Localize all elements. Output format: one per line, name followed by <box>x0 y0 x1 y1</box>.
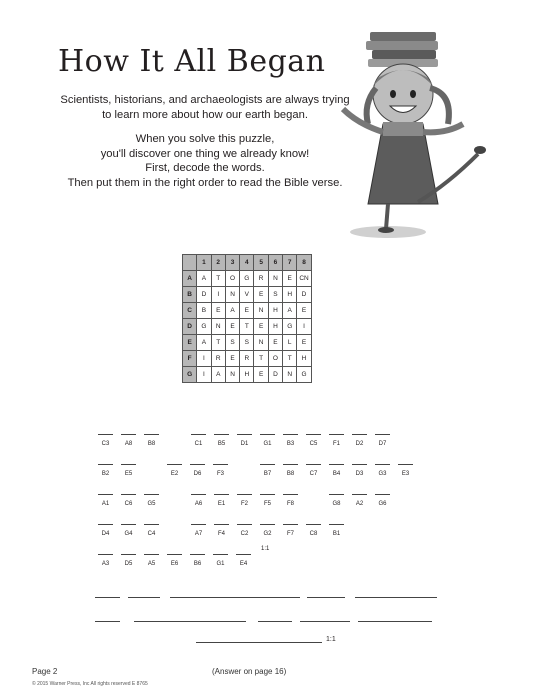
code-label: A5 <box>147 561 156 567</box>
code-slot[interactable] <box>213 464 228 477</box>
grid-cell: E <box>297 303 311 319</box>
row-header: F <box>183 351 197 367</box>
code-slot[interactable] <box>98 524 113 537</box>
row-header: E <box>183 335 197 351</box>
code-slot[interactable] <box>190 464 205 477</box>
grid-cell: D <box>297 287 311 303</box>
row-header: G <box>183 367 197 383</box>
grid-cell: I <box>211 287 225 303</box>
code-slot[interactable] <box>329 524 344 537</box>
code-slot[interactable] <box>306 434 321 447</box>
code-label: D2 <box>355 441 364 447</box>
grid-cell: N <box>211 319 225 335</box>
intro-line: Then put them in the right order to read the Bible verse. <box>67 176 343 189</box>
code-slot[interactable] <box>283 494 298 507</box>
code-slot[interactable] <box>329 494 344 507</box>
code-slot[interactable] <box>214 494 229 507</box>
code-label: E5 <box>124 471 133 477</box>
grid-cell: A <box>211 367 225 383</box>
code-slot[interactable] <box>260 434 275 447</box>
code-label: E1 <box>217 501 226 507</box>
copyright: © 2015 Warner Press, Inc All rights reserved E 8765 <box>32 681 148 687</box>
code-label: E3 <box>401 471 410 477</box>
code-slot[interactable] <box>98 554 113 567</box>
grid-cell: G <box>283 319 297 335</box>
grid-cell: T <box>254 351 268 367</box>
answer-line[interactable] <box>196 642 322 643</box>
code-label: A3 <box>101 561 110 567</box>
code-label: A6 <box>194 501 203 507</box>
answer-line[interactable] <box>134 621 246 622</box>
code-slot[interactable] <box>375 494 390 507</box>
code-label: B1 <box>332 531 341 537</box>
code-label: A8 <box>124 441 133 447</box>
grid-cell: E <box>211 303 225 319</box>
grid-cell: R <box>254 271 268 287</box>
intro-line: When you solve this puzzle, <box>135 133 275 145</box>
row-header: D <box>183 319 197 335</box>
page-number: Page 2 <box>32 667 58 676</box>
grid-cell: E <box>283 271 297 287</box>
code-label: C5 <box>309 441 318 447</box>
code-label: G1 <box>263 441 272 447</box>
grid-cell: T <box>211 271 225 287</box>
grid-cell: I <box>197 367 211 383</box>
answer-line[interactable] <box>258 621 292 622</box>
code-slot[interactable] <box>283 464 298 477</box>
code-slot[interactable] <box>144 494 159 507</box>
code-slot[interactable] <box>260 524 275 537</box>
code-slot[interactable] <box>375 434 390 447</box>
grid-cell: O <box>225 271 239 287</box>
grid-cell: T <box>283 351 297 367</box>
col-header: 1 <box>197 255 211 271</box>
grid-cell: N <box>254 303 268 319</box>
code-label: E6 <box>170 561 179 567</box>
decoder-grid <box>182 254 312 383</box>
code-label: A1 <box>101 501 110 507</box>
code-label: E4 <box>239 561 248 567</box>
grid-cell: A <box>225 303 239 319</box>
code-slot[interactable] <box>329 464 344 477</box>
code-label: G2 <box>263 531 272 537</box>
code-slot[interactable] <box>260 494 275 507</box>
girl-with-books-illustration <box>328 24 498 244</box>
code-slot[interactable] <box>283 434 298 447</box>
code-label: D7 <box>378 441 387 447</box>
code-slot[interactable] <box>213 554 228 567</box>
code-label: B7 <box>263 471 272 477</box>
grid-cell: S <box>268 287 282 303</box>
code-label: E2 <box>170 471 179 477</box>
grid-cell: H <box>268 319 282 335</box>
grid-cell: N <box>225 287 239 303</box>
code-label: B6 <box>193 561 202 567</box>
code-label: B8 <box>286 471 295 477</box>
col-header: 2 <box>211 255 225 271</box>
code-label: F4 <box>217 531 225 537</box>
col-header: 7 <box>283 255 297 271</box>
grid-cell: E <box>240 303 254 319</box>
code-slot[interactable] <box>214 524 229 537</box>
code-label: A2 <box>355 501 364 507</box>
answer-note: (Answer on page 16) <box>212 667 287 676</box>
grid-cell: E <box>254 367 268 383</box>
grid-cell: R <box>211 351 225 367</box>
code-slot[interactable] <box>144 554 159 567</box>
code-label: D1 <box>240 441 249 447</box>
code-slot[interactable] <box>144 524 159 537</box>
page-title: How It All Began <box>58 44 326 79</box>
grid-cell: T <box>240 319 254 335</box>
code-slot[interactable] <box>191 494 206 507</box>
grid-cell: B <box>197 303 211 319</box>
answer-line[interactable] <box>128 597 160 598</box>
code-label: D4 <box>101 531 110 537</box>
grid-cell: A <box>197 271 211 287</box>
code-slot[interactable] <box>144 434 159 447</box>
code-label: B4 <box>332 471 341 477</box>
col-header: 4 <box>240 255 254 271</box>
answer-line[interactable] <box>95 597 120 598</box>
code-slot[interactable] <box>214 434 229 447</box>
grid-cell: N <box>268 271 282 287</box>
code-label: D3 <box>355 471 364 477</box>
code-label: F3 <box>216 471 224 477</box>
code-slot[interactable] <box>167 464 182 477</box>
answer-reference: 1:1 <box>326 636 336 643</box>
answer-line[interactable] <box>358 621 432 622</box>
code-label: F2 <box>240 501 248 507</box>
code-label: D6 <box>193 471 202 477</box>
code-label: B3 <box>286 441 295 447</box>
code-slot[interactable] <box>191 524 206 537</box>
row-header: A <box>183 271 197 287</box>
grid-cell: D <box>268 367 282 383</box>
code-label: C7 <box>309 471 318 477</box>
grid-cell: G <box>297 367 311 383</box>
code-slot[interactable] <box>237 434 252 447</box>
answer-line[interactable] <box>95 621 120 622</box>
code-slot[interactable] <box>121 494 136 507</box>
grid-cell-text: C <box>299 275 305 282</box>
intro-paragraph-1: Scientists, historians, and archaeologists are always trying to learn more about how our earth began. <box>60 94 350 121</box>
grid-cell: E <box>225 319 239 335</box>
code-label: F5 <box>263 501 271 507</box>
grid-cell: T <box>211 335 225 351</box>
code-slot[interactable] <box>190 554 205 567</box>
code-label: G8 <box>332 501 341 507</box>
code-slot[interactable] <box>260 464 275 477</box>
answer-line[interactable] <box>300 621 350 622</box>
col-header: 6 <box>268 255 282 271</box>
grid-cell: H <box>297 351 311 367</box>
grid-cell: O <box>268 351 282 367</box>
code-label: B2 <box>101 471 110 477</box>
code-slot[interactable] <box>306 524 321 537</box>
code-slot[interactable] <box>121 434 136 447</box>
grid-corner <box>183 255 197 271</box>
code-label: A7 <box>194 531 203 537</box>
grid-cell: A <box>197 335 211 351</box>
grid-cell: L <box>283 335 297 351</box>
code-label: B5 <box>217 441 226 447</box>
code-label: F7 <box>286 531 294 537</box>
grid-cell: N <box>283 367 297 383</box>
intro-line: First, decode the words. <box>145 162 265 174</box>
code-slot[interactable] <box>98 494 113 507</box>
code-label: C4 <box>147 531 156 537</box>
intro-text <box>60 93 350 190</box>
code-label: D5 <box>124 561 133 567</box>
code-label: G5 <box>147 501 156 507</box>
code-slot[interactable] <box>398 464 413 477</box>
code-slot[interactable] <box>121 524 136 537</box>
grid-cell: E <box>297 335 311 351</box>
code-label: G6 <box>378 501 387 507</box>
code-slot[interactable] <box>167 554 182 567</box>
answer-line[interactable] <box>355 597 437 598</box>
code-slot[interactable] <box>306 464 321 477</box>
code-slot[interactable] <box>237 494 252 507</box>
code-label: C3 <box>101 441 110 447</box>
grid-cell: S <box>225 335 239 351</box>
row-header: C <box>183 303 197 319</box>
grid-cell: E <box>254 287 268 303</box>
code-slot[interactable] <box>98 434 113 447</box>
code-label: C1 <box>194 441 203 447</box>
code-slot[interactable] <box>329 434 344 447</box>
grid-cell: E <box>254 319 268 335</box>
grid-cell: V <box>240 287 254 303</box>
code-slot[interactable] <box>237 524 252 537</box>
col-header: 8 <box>297 255 311 271</box>
answer-line[interactable] <box>307 597 345 598</box>
grid-cell: N <box>225 367 239 383</box>
code-label: G1 <box>216 561 225 567</box>
code-label: C2 <box>240 531 249 537</box>
code-slot[interactable] <box>352 494 367 507</box>
code-label: F8 <box>286 501 294 507</box>
code-slot[interactable] <box>352 464 367 477</box>
grid-cell: A <box>283 303 297 319</box>
grid-cell: G <box>197 319 211 335</box>
grid-cell: E <box>268 335 282 351</box>
grid-cell: I <box>297 319 311 335</box>
code-slot[interactable] <box>375 464 390 477</box>
code-slot[interactable] <box>283 524 298 537</box>
grid-cell: H <box>268 303 282 319</box>
code-slot[interactable] <box>236 554 251 567</box>
grid-cell: H <box>283 287 297 303</box>
verse-reference: 1:1 <box>261 546 270 552</box>
code-label: C8 <box>309 531 318 537</box>
code-label: G3 <box>378 471 387 477</box>
grid-cell-text: N <box>304 275 309 282</box>
code-label: F1 <box>332 441 340 447</box>
code-slot[interactable] <box>191 434 206 447</box>
code-slot[interactable] <box>121 464 136 477</box>
code-label: G4 <box>124 531 133 537</box>
grid-cell: N <box>254 335 268 351</box>
grid-cell: G <box>240 271 254 287</box>
grid-cell: H <box>240 367 254 383</box>
row-header: B <box>183 287 197 303</box>
grid-cell: S <box>240 335 254 351</box>
code-slot[interactable] <box>121 554 136 567</box>
code-label: B8 <box>147 441 156 447</box>
answer-line[interactable] <box>170 597 300 598</box>
col-header: 5 <box>254 255 268 271</box>
grid-cell: I <box>197 351 211 367</box>
grid-cell: R <box>240 351 254 367</box>
grid-cell: E <box>225 351 239 367</box>
intro-line: you'll discover one thing we already know! <box>100 147 310 160</box>
code-slot[interactable] <box>98 464 113 477</box>
grid-cell <box>297 271 311 287</box>
col-header: 3 <box>225 255 239 271</box>
code-label: C6 <box>124 501 133 507</box>
grid-cell: D <box>197 287 211 303</box>
code-slot[interactable] <box>352 434 367 447</box>
